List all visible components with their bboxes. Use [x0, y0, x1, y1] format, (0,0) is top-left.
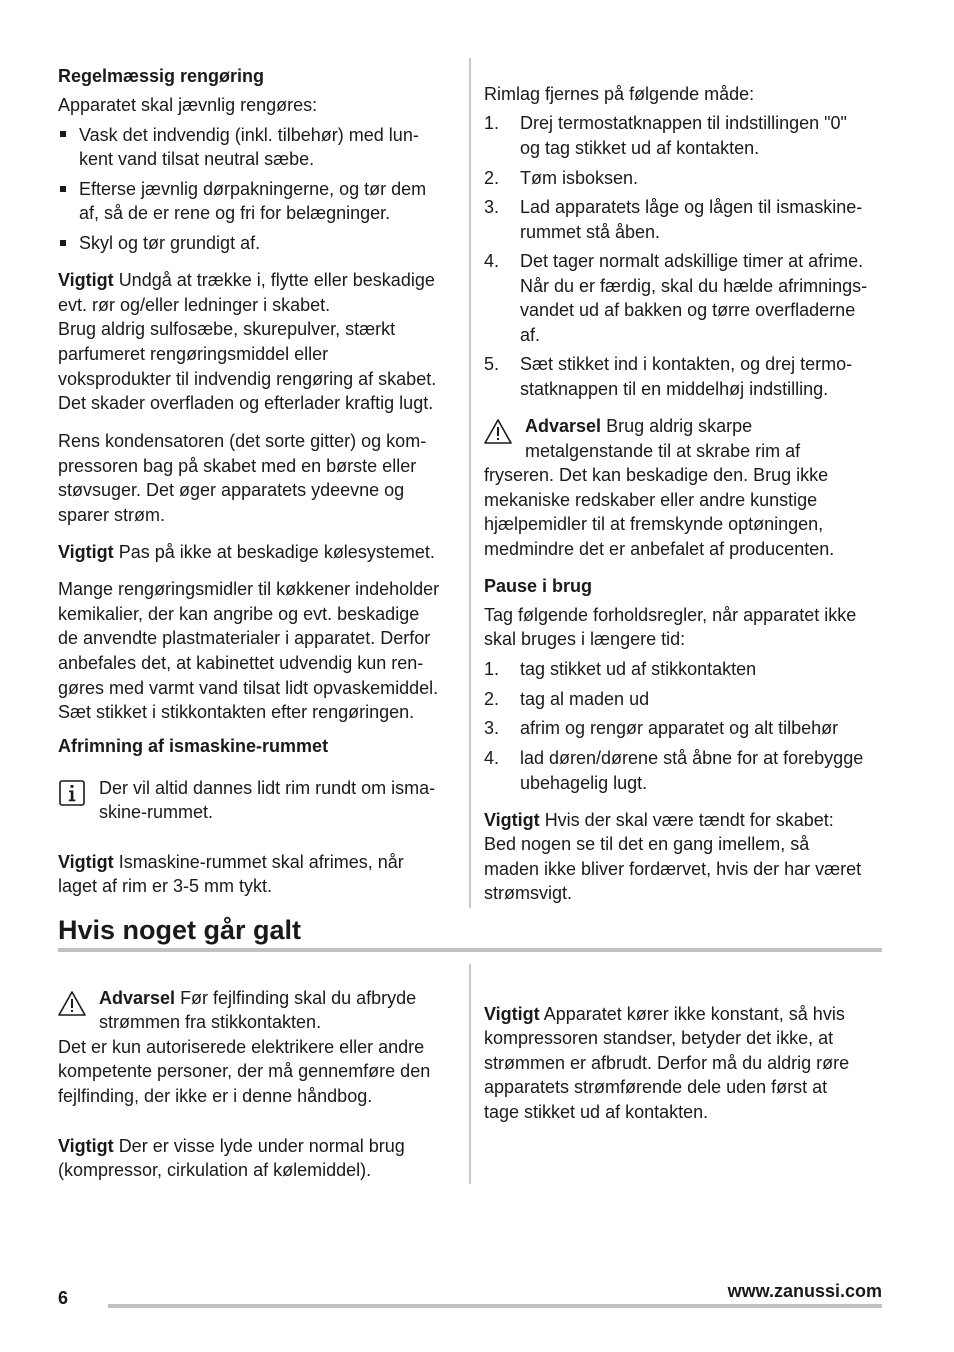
step-text: af. — [520, 325, 541, 345]
pause-intro: skal bruges i længere tid: — [484, 629, 686, 649]
cleaners-text: Mange rengøringsmidler til køkkener indeholder — [58, 579, 440, 599]
cleaners-text: Sæt stikket i stikkontakten efter rengøringen. — [58, 702, 415, 722]
step-text: Tøm isboksen. — [520, 168, 639, 188]
page-number: 6 — [58, 1288, 69, 1308]
step-number: 4. — [484, 251, 500, 271]
cleaners-text: gøres med varmt vand tilsat lidt opvaskemiddel. — [58, 678, 439, 698]
step-text: Når du er færdig, skal du hælde afrimnings- — [520, 276, 868, 296]
defrost-intro: Rimlag fjernes på følgende måde: — [484, 84, 755, 104]
important-note — [58, 540, 435, 565]
important-label: Vigtigt — [58, 1136, 114, 1156]
info-text: skine-rummet. — [99, 802, 214, 822]
bullet — [60, 131, 66, 137]
warning-text: metalgenstande til at skrabe rim af — [525, 441, 801, 461]
important-text: apparatets strømførende dele uden først at — [484, 1077, 828, 1097]
important-label: Vigtigt — [484, 810, 540, 830]
pause-step: afrim og rengør apparatet og alt tilbehør — [520, 718, 839, 738]
cleaners-text: kemikalier, der kan angribe og evt. beskadige — [58, 604, 420, 624]
warning-icon — [57, 990, 87, 1024]
step-text: statknappen til en middelhøj indstilling. — [520, 379, 829, 399]
important-text: evt. rør og/eller ledninger i skabet. — [58, 295, 331, 315]
column-divider-top — [469, 58, 471, 908]
warning-text: Før fejlfinding skal du afbryde — [180, 988, 417, 1008]
important-text: Brug aldrig sulfosæbe, skurepulver, stærkt — [58, 319, 396, 339]
important-note — [58, 850, 404, 875]
pause-step: ubehagelig lugt. — [520, 773, 648, 793]
warning-text: Brug aldrig skarpe — [606, 416, 753, 436]
step-number: 2. — [484, 168, 500, 188]
warning-text: fryseren. Det kan beskadige den. Brug ikke — [484, 465, 829, 485]
step-number: 1. — [484, 113, 500, 133]
important-note — [58, 1134, 405, 1159]
important-label: Vigtigt — [58, 542, 114, 562]
warning-text: hjælpemidler til at fremskynde optøningen, — [484, 514, 824, 534]
step-text: og tag stikket ud af kontakten. — [520, 138, 760, 158]
important-label: Vigtigt — [58, 852, 114, 872]
step-number: 3. — [484, 197, 500, 217]
warning-icon — [483, 418, 513, 452]
heading-regular-cleaning: Regelmæssig rengøring — [58, 66, 265, 86]
warning-label: Advarsel — [99, 988, 176, 1008]
info-text: Der vil altid dannes lidt rim rundt om isma- — [99, 778, 436, 798]
important-text: Hvis der skal være tændt for skabet: — [544, 810, 834, 830]
column-divider-bottom — [469, 964, 471, 1184]
step-text: vandet ud af bakken og tørre overfladerne — [520, 300, 856, 320]
troubleshoot-text: kompetente personer, der må gennemføre den — [58, 1061, 431, 1081]
footer-url: www.zanussi.com — [727, 1281, 882, 1301]
heading-pause: Pause i brug — [484, 576, 593, 596]
step-number: 2. — [484, 689, 500, 709]
important-text: kompressoren standser, betyder det ikke, at — [484, 1028, 834, 1048]
important-note — [484, 1002, 845, 1027]
warning-note — [525, 414, 752, 439]
important-text: Der er visse lyde under normal brug — [118, 1136, 405, 1156]
bullet-text: kent vand tilsat neutral sæbe. — [79, 149, 315, 169]
important-text: maden ikke bliver fordærvet, hvis der har været — [484, 859, 862, 879]
important-text: Pas på ikke at beskadige kølesystemet. — [118, 542, 435, 562]
important-note — [484, 808, 834, 833]
important-text: Ismaskine-rummet skal afrimes, når — [118, 852, 404, 872]
pause-intro: Tag følgende forholdsregler, når apparatet ikke — [484, 605, 857, 625]
section-title: Hvis noget går galt — [58, 915, 302, 945]
bullet-text: Efterse jævnlig dørpakningerne, og tør dem — [79, 179, 427, 199]
cleaning-intro: Apparatet skal jævnlig rengøres: — [58, 95, 318, 115]
important-text: laget af rim er 3-5 mm tykt. — [58, 876, 273, 896]
important-text: Det skader overfladen og efterlader kraftig lugt. — [58, 393, 434, 413]
step-number: 5. — [484, 354, 500, 374]
condenser-text: Rens kondensatoren (det sorte gitter) og kom- — [58, 431, 427, 451]
important-text: tage stikket ud af kontakten. — [484, 1102, 709, 1122]
footer-rule — [108, 1304, 882, 1308]
important-text: voksprodukter til indvendig rengøring af skabet. — [58, 369, 437, 389]
troubleshoot-text: fejlfinding, der ikke er i denne håndbog. — [58, 1086, 373, 1106]
troubleshoot-text: Det er kun autoriserede elektrikere eller andre — [58, 1037, 425, 1057]
condenser-text: støvsuger. Det øger apparatets ydeevne og — [58, 480, 405, 500]
warning-text: mekaniske redskaber eller andre kunstige — [484, 490, 818, 510]
pause-step: lad døren/dørene stå åbne for at forebygge — [520, 748, 864, 768]
warning-note — [99, 986, 416, 1011]
heading-defrost: Afrimning af ismaskine-rummet — [58, 736, 329, 756]
important-text: parfumeret rengøringsmiddel eller — [58, 344, 329, 364]
bullet-text: Vask det indvendig (inkl. tilbehør) med lun- — [79, 125, 419, 145]
important-text: strømsvigt. — [484, 883, 572, 903]
important-text: Apparatet kører ikke konstant, så hvis — [543, 1004, 845, 1024]
pause-step: tag al maden ud — [520, 689, 650, 709]
step-number: 1. — [484, 659, 500, 679]
bullet — [60, 186, 66, 192]
condenser-text: pressoren bag på skabet med en børste eller — [58, 456, 417, 476]
step-number: 3. — [484, 718, 500, 738]
bullet-text: af, så de er rene og fri for belægninger. — [79, 203, 391, 223]
step-text: Det tager normalt adskillige timer at afrime. — [520, 251, 864, 271]
condenser-text: sparer strøm. — [58, 505, 166, 525]
step-text: Sæt stikket ind i kontakten, og drej termo- — [520, 354, 853, 374]
important-text: Undgå at trække i, flytte eller beskadige — [118, 270, 435, 290]
step-text: Drej termostatknappen til indstillingen "0" — [520, 113, 847, 133]
important-note — [58, 268, 435, 293]
important-text: strømmen er afbrudt. Derfor må du aldrig røre — [484, 1053, 850, 1073]
important-text: Bed nogen se til det en gang imellem, så — [484, 834, 810, 854]
important-label: Vigtigt — [58, 270, 114, 290]
important-text: (kompressor, cirkulation af kølemiddel). — [58, 1160, 372, 1180]
cleaners-text: de anvendte plastmaterialer i apparatet. Derfor — [58, 628, 431, 648]
step-number: 4. — [484, 748, 500, 768]
warning-label: Advarsel — [525, 416, 602, 436]
warning-text: medmindre det er anbefalet af producenten. — [484, 539, 835, 559]
section-rule — [58, 948, 882, 952]
cleaners-text: anbefales det, at kabinettet udvendig kun ren- — [58, 653, 424, 673]
step-text: rummet stå åben. — [520, 222, 661, 242]
pause-step: tag stikket ud af stikkontakten — [520, 659, 757, 679]
bullet — [60, 240, 66, 246]
bullet-text: Skyl og tør grundigt af. — [79, 233, 261, 253]
step-text: Lad apparatets låge og lågen til ismaskine- — [520, 197, 863, 217]
important-label: Vigtigt — [484, 1004, 540, 1024]
info-icon — [59, 780, 85, 813]
warning-text: strømmen fra stikkontakten. — [99, 1012, 322, 1032]
